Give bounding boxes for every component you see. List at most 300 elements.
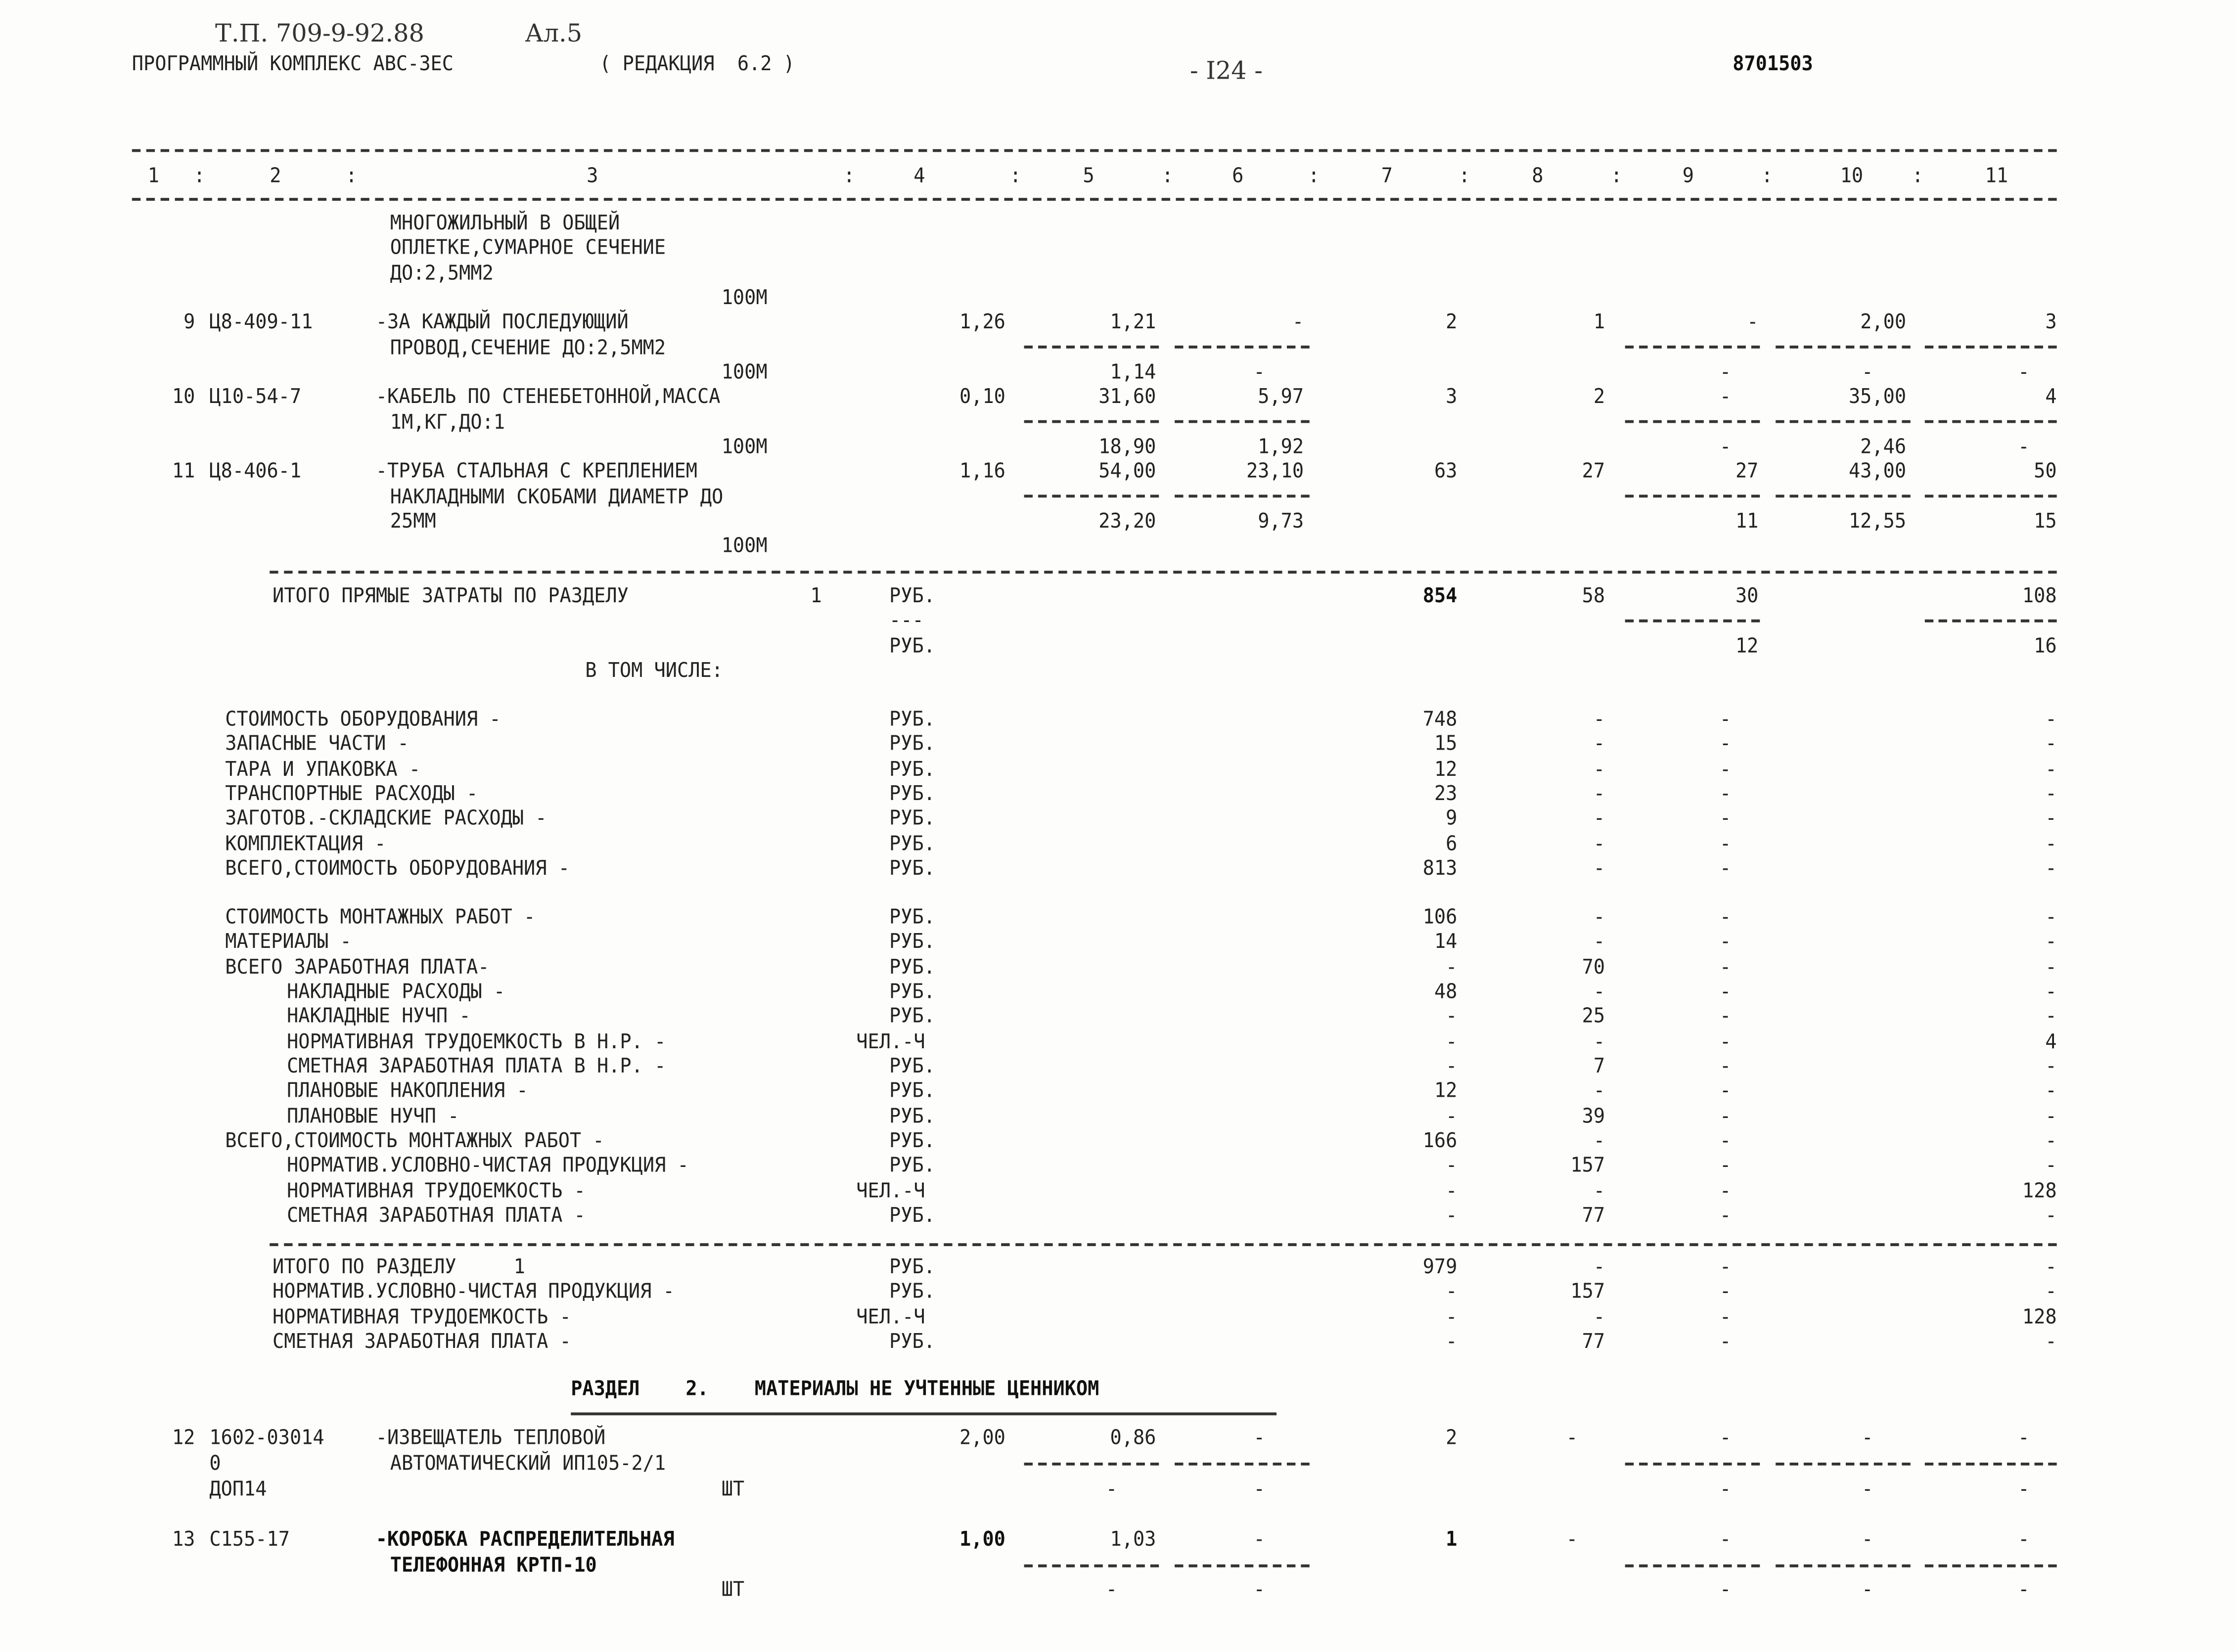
header-bottom-rule — [132, 198, 2057, 201]
row-unit: РУБ. — [889, 1281, 935, 1304]
col7-value: - — [1446, 1305, 1458, 1329]
totals-col9: 30 — [1735, 585, 1759, 608]
col10-sub-value: - — [1862, 1478, 1873, 1502]
col7-value: - — [1446, 1105, 1458, 1128]
col10-sub-value: - — [1862, 361, 1873, 385]
col11-value: - — [2045, 1105, 2057, 1128]
underline — [1024, 1564, 1159, 1567]
row-unit: РУБ. — [889, 1155, 935, 1178]
underline — [1175, 420, 1310, 423]
row-label: ВСЕГО ЗАРАБОТНАЯ ПЛАТА- — [225, 956, 490, 979]
col9-value: - — [1720, 956, 1732, 979]
col-sep: : — [1761, 165, 1773, 188]
col9-value: - — [1720, 832, 1732, 856]
underline — [1024, 495, 1159, 498]
col8-value: - — [1566, 1427, 1578, 1450]
col10-sub-value: 2,46 — [1860, 436, 1907, 459]
col9-value: - — [1747, 311, 1759, 334]
col8-value: - — [1593, 857, 1605, 881]
col6-value: - — [1292, 311, 1304, 334]
row-unit: РУБ. — [889, 1331, 935, 1354]
entry-number: 10 — [172, 386, 195, 409]
col11-sub-value: - — [2018, 361, 2030, 385]
col8-value: - — [1593, 1080, 1605, 1103]
col8-value: 77 — [1582, 1204, 1605, 1228]
col11-value: - — [2045, 1331, 2057, 1354]
totals-section-number: 1 — [810, 585, 822, 608]
col8-value: - — [1593, 931, 1605, 954]
totals-col11: 108 — [2022, 585, 2057, 608]
totals-col11-sub: 16 — [2034, 635, 2057, 659]
row-unit: ЧЕЛ.-Ч — [856, 1305, 925, 1329]
entry-unit: ШТ — [721, 1578, 745, 1602]
row-label: ВСЕГО,СТОИМОСТЬ МОНТАЖНЫХ РАБОТ - — [225, 1130, 604, 1153]
entry-code-line: 0 — [209, 1452, 221, 1476]
col9-value: - — [1720, 931, 1732, 954]
col11-value: - — [2018, 1528, 2030, 1552]
col8-value: - — [1593, 708, 1605, 731]
entry-text: АВТОМАТИЧЕСКИЙ ИП105-2/1 — [390, 1452, 666, 1476]
underline — [1625, 346, 1760, 349]
col9-value: - — [1720, 807, 1732, 831]
row-unit: РУБ. — [889, 931, 935, 954]
col11-value: - — [2045, 1281, 2057, 1304]
col11-value: - — [2045, 1130, 2057, 1153]
col9-sub-value: - — [1720, 1578, 1732, 1602]
row-unit: РУБ. — [889, 1055, 935, 1078]
entry-code: С155-17 — [209, 1528, 290, 1552]
row-label: НОРМАТИВ.УСЛОВНО-ЧИСТАЯ ПРОДУКЦИЯ - — [273, 1281, 675, 1304]
col9-value: - — [1720, 1528, 1732, 1552]
col7-value: 979 — [1422, 1256, 1458, 1279]
col-head-4: 4 — [913, 165, 925, 188]
row-label: ВСЕГО,СТОИМОСТЬ ОБОРУДОВАНИЯ - — [225, 857, 570, 881]
entry-text: -ТРУБА СТАЛЬНАЯ С КРЕПЛЕНИЕМ — [375, 460, 698, 484]
col5-sub-value: 1,14 — [1110, 361, 1156, 385]
row-unit: РУБ. — [889, 733, 935, 757]
row-unit: РУБ. — [889, 906, 935, 930]
underline — [1175, 1564, 1310, 1567]
row-unit: РУБ. — [889, 832, 935, 856]
col7-value: - — [1446, 1005, 1458, 1029]
col8-value: 25 — [1582, 1005, 1605, 1029]
totals-col9-sub: 12 — [1735, 635, 1759, 659]
col7-value: 2 — [1446, 311, 1458, 334]
entry-text: ПРОВОД,СЕЧЕНИЕ ДО:2,5ММ2 — [390, 337, 666, 360]
col8-value: - — [1593, 1030, 1605, 1054]
col-head-2: 2 — [270, 165, 281, 188]
col5-sub-value: - — [1105, 1578, 1118, 1602]
row-label: СТОИМОСТЬ МОНТАЖНЫХ РАБОТ - — [225, 906, 536, 930]
col9-value: - — [1720, 708, 1732, 731]
col7-value: 48 — [1434, 981, 1458, 1004]
col8-value: - — [1593, 783, 1605, 806]
col4-value: 0,10 — [959, 386, 1005, 409]
col7-value: - — [1446, 1331, 1458, 1354]
col6-sub-value: 9,73 — [1258, 510, 1304, 534]
underline — [1175, 346, 1310, 349]
entry-code: Ц10-54-7 — [209, 386, 302, 409]
col-head-6: 6 — [1232, 165, 1244, 188]
col8-value: 39 — [1582, 1105, 1605, 1128]
row-unit: РУБ. — [889, 1130, 935, 1153]
col8-value: - — [1593, 807, 1605, 831]
col9-value: 27 — [1735, 460, 1759, 484]
col9-value: - — [1720, 1281, 1732, 1304]
col11-value: - — [2045, 1080, 2057, 1103]
col9-value: - — [1720, 1256, 1732, 1279]
col5-value: 54,00 — [1098, 460, 1156, 484]
underline — [1175, 495, 1310, 498]
row-unit: РУБ. — [889, 758, 935, 781]
col9-value: - — [1720, 1179, 1732, 1203]
entry-number: 12 — [172, 1427, 195, 1450]
row-label: СТОИМОСТЬ ОБОРУДОВАНИЯ - — [225, 708, 501, 731]
col8-value: 157 — [1570, 1281, 1605, 1304]
col7-value: 6 — [1446, 832, 1458, 856]
col9-value: - — [1720, 1427, 1732, 1450]
col8-value: - — [1593, 1305, 1605, 1329]
col8-value: - — [1593, 733, 1605, 757]
col9-value: - — [1720, 1080, 1732, 1103]
col7-value: 63 — [1434, 460, 1458, 484]
underline — [1024, 346, 1159, 349]
underline — [1024, 420, 1159, 423]
col8-value: 157 — [1570, 1155, 1605, 1178]
col11-value: - — [2045, 981, 2057, 1004]
underline — [1925, 1463, 2057, 1466]
totals-rule — [270, 571, 2056, 574]
section-2-title: РАЗДЕЛ 2. МАТЕРИАЛЫ НЕ УЧТЕННЫЕ ЦЕННИКОМ — [571, 1378, 1099, 1401]
entry-number: 11 — [172, 460, 195, 484]
underline — [1175, 1463, 1310, 1466]
col6-value: - — [1253, 1528, 1265, 1552]
col9-value: - — [1720, 1155, 1732, 1178]
entry-text: -ЗА КАЖДЫЙ ПОСЛЕДУЮЩИЙ — [375, 311, 629, 334]
col8-value: - — [1593, 758, 1605, 781]
col9-value: - — [1720, 1105, 1732, 1128]
row-label: СМЕТНАЯ ЗАРАБОТНАЯ ПЛАТА В Н.Р. - — [287, 1055, 666, 1078]
col7-value: 813 — [1422, 857, 1458, 881]
col5-sub-value: 18,90 — [1098, 436, 1156, 459]
col11-value: 4 — [2045, 1030, 2057, 1054]
col10-value: 2,00 — [1860, 311, 1907, 334]
col9-value: - — [1720, 981, 1732, 1004]
col9-sub-value: 11 — [1735, 510, 1759, 534]
entry-text: НАКЛАДНЫМИ СКОБАМИ ДИАМЕТР ДО — [390, 486, 724, 509]
col11-value: - — [2045, 783, 2057, 806]
entry-unit: 100М — [721, 287, 768, 310]
col7-value: - — [1446, 1179, 1458, 1203]
col7-value: - — [1446, 1155, 1458, 1178]
col6-value: 5,97 — [1258, 386, 1304, 409]
col6-value: - — [1253, 1427, 1265, 1450]
col5-value: 0,86 — [1110, 1427, 1156, 1450]
col5-sub-value: - — [1105, 1478, 1118, 1502]
col11-value: - — [2018, 1427, 2030, 1450]
col7-value: 15 — [1434, 733, 1458, 757]
col9-value: - — [1720, 386, 1732, 409]
row-label: НОРМАТИВ.УСЛОВНО-ЧИСТАЯ ПРОДУКЦИЯ - — [287, 1155, 689, 1178]
col-sep: : — [1459, 165, 1470, 188]
col-head-10: 10 — [1840, 165, 1864, 188]
col-sep: : — [1009, 165, 1021, 188]
col11-value: 4 — [2045, 386, 2057, 409]
row-label: ПЛАНОВЫЕ НАКОПЛЕНИЯ - — [287, 1080, 528, 1103]
entry-text: -КАБЕЛЬ ПО СТЕНЕБЕТОННОЙ,МАССА — [375, 386, 721, 409]
program-name: ПРОГРАММНЫЙ КОМПЛЕКС АВС-3ЕС — [132, 53, 454, 76]
col8-value: - — [1593, 1256, 1605, 1279]
row-unit: РУБ. — [889, 1005, 935, 1029]
col-head-11: 11 — [1985, 165, 2008, 188]
col11-value: - — [2045, 807, 2057, 831]
row-unit: РУБ. — [889, 857, 935, 881]
col7-value: 12 — [1434, 758, 1458, 781]
underline — [1625, 420, 1760, 423]
col7-value: - — [1446, 1204, 1458, 1228]
entry-unit: 100М — [721, 361, 768, 385]
including-label: В ТОМ ЧИСЛЕ: — [585, 660, 723, 683]
album-ref: Ал.5 — [525, 20, 583, 49]
row-label: МАТЕРИАЛЫ - — [225, 931, 352, 954]
section-total-rule — [270, 1243, 2056, 1246]
row-label: ЗАГОТОВ.-СКЛАДСКИЕ РАСХОДЫ - — [225, 807, 547, 831]
col9-value: - — [1720, 1204, 1732, 1228]
col9-value: - — [1720, 1005, 1732, 1029]
col11-sub-value: - — [2018, 1578, 2030, 1602]
col7-value: 9 — [1446, 807, 1458, 831]
col7-value: 106 — [1422, 906, 1458, 930]
row-label: ТРАНСПОРТНЫЕ РАСХОДЫ - — [225, 783, 478, 806]
page-number: - I24 - — [1190, 57, 1263, 86]
col11-sub-value: 15 — [2034, 510, 2057, 534]
col10-value: - — [1862, 1528, 1873, 1552]
col7-value: 2 — [1446, 1427, 1458, 1450]
header-top-rule — [132, 149, 2057, 152]
underline — [1776, 346, 1911, 349]
row-unit: РУБ. — [889, 1256, 935, 1279]
underline — [1625, 1564, 1760, 1567]
row-label: ИТОГО ПО РАЗДЕЛУ 1 — [273, 1256, 525, 1279]
col8-value: 70 — [1582, 956, 1605, 979]
col11-value: - — [2045, 906, 2057, 930]
col-sep: : — [1162, 165, 1174, 188]
col-head-8: 8 — [1532, 165, 1544, 188]
col-head-1: 1 — [147, 165, 159, 188]
col9-value: - — [1720, 906, 1732, 930]
col11-value: - — [2045, 1055, 2057, 1078]
row-label: НОРМАТИВНАЯ ТРУДОЕМКОСТЬ В Н.Р. - — [287, 1030, 666, 1054]
row-label: ЗАПАСНЫЕ ЧАСТИ - — [225, 733, 409, 757]
underline — [1625, 620, 1760, 623]
totals-unit: РУБ. — [889, 635, 935, 659]
row-unit: РУБ. — [889, 981, 935, 1004]
row-unit: РУБ. — [889, 708, 935, 731]
col11-value: - — [2045, 1256, 2057, 1279]
col11-sub-value: - — [2018, 1478, 2030, 1502]
col7-value: 23 — [1434, 783, 1458, 806]
col11-value: 128 — [2022, 1305, 2057, 1329]
col-head-9: 9 — [1682, 165, 1694, 188]
row-unit: ЧЕЛ.-Ч — [856, 1030, 925, 1054]
col9-value: - — [1720, 857, 1732, 881]
col5-sub-value: 23,20 — [1098, 510, 1156, 534]
row-label: КОМПЛЕКТАЦИЯ - — [225, 832, 386, 856]
row-label: НОРМАТИВНАЯ ТРУДОЕМКОСТЬ - — [273, 1305, 571, 1329]
underline — [1925, 620, 2057, 623]
underline — [1776, 1463, 1911, 1466]
row-label: НОРМАТИВНАЯ ТРУДОЕМКОСТЬ - — [287, 1179, 586, 1203]
row-unit: РУБ. — [889, 807, 935, 831]
col-sep: : — [843, 165, 855, 188]
col8-value: - — [1593, 1130, 1605, 1153]
entry-number: 13 — [172, 1528, 195, 1552]
totals-label: ИТОГО ПРЯМЫЕ ЗАТРАТЫ ПО РАЗДЕЛУ — [273, 585, 629, 608]
col9-sub-value: - — [1720, 361, 1732, 385]
entry-unit: ШТ — [721, 1478, 745, 1502]
underline — [1925, 420, 2057, 423]
col-sep: : — [345, 165, 358, 188]
col8-value: 2 — [1593, 386, 1605, 409]
col11-value: - — [2045, 758, 2057, 781]
totals-col8: 58 — [1582, 585, 1605, 608]
col-head-5: 5 — [1083, 165, 1095, 188]
col11-value: 3 — [2045, 311, 2057, 334]
col6-sub-value: - — [1253, 1578, 1265, 1602]
row-unit: РУБ. — [889, 783, 935, 806]
entry-number: 9 — [183, 311, 195, 334]
col10-sub-value: - — [1862, 1578, 1873, 1602]
col7-value: 1 — [1446, 1528, 1458, 1552]
underline — [1024, 1463, 1159, 1466]
entry-code: Ц8-409-11 — [209, 311, 313, 334]
col11-value: 50 — [2034, 460, 2057, 484]
row-label: СМЕТНАЯ ЗАРАБОТНАЯ ПЛАТА - — [287, 1204, 586, 1228]
col11-value: 128 — [2022, 1179, 2057, 1203]
col10-value: 35,00 — [1848, 386, 1907, 409]
col8-value: - — [1593, 832, 1605, 856]
col6-sub-value: 1,92 — [1258, 436, 1304, 459]
col8-value: 1 — [1593, 311, 1605, 334]
col11-value: - — [2045, 857, 2057, 881]
col10-value: 43,00 — [1848, 460, 1907, 484]
col8-value: 7 — [1593, 1055, 1605, 1078]
col9-value: - — [1720, 1130, 1732, 1153]
row-unit: ЧЕЛ.-Ч — [856, 1179, 925, 1203]
edition: ( РЕДАКЦИЯ 6.2 ) — [599, 53, 795, 76]
row-label: ТАРА И УПАКОВКА - — [225, 758, 421, 781]
totals-col7: 854 — [1422, 585, 1458, 608]
col4-value: 1,16 — [959, 460, 1005, 484]
col8-value: 27 — [1582, 460, 1605, 484]
col11-value: - — [2045, 931, 2057, 954]
underline — [1925, 1564, 2057, 1567]
col5-value: 31,60 — [1098, 386, 1156, 409]
entry-code: Ц8-406-1 — [209, 460, 302, 484]
underline — [1776, 420, 1911, 423]
col9-value: - — [1720, 733, 1732, 757]
col7-value: - — [1446, 956, 1458, 979]
row-unit: РУБ. — [889, 1204, 935, 1228]
col6-value: 23,10 — [1246, 460, 1304, 484]
col10-value: - — [1862, 1427, 1873, 1450]
col11-value: - — [2045, 1204, 2057, 1228]
entry-text: 1М,КГ,ДО:1 — [390, 411, 505, 435]
col9-sub-value: - — [1720, 1478, 1732, 1502]
underline — [1625, 1463, 1760, 1466]
col9-value: - — [1720, 1305, 1732, 1329]
col-head-7: 7 — [1381, 165, 1393, 188]
entry-text: -ИЗВЕЩАТЕЛЬ ТЕПЛОВОЙ — [375, 1427, 606, 1450]
underline — [1776, 1564, 1911, 1567]
row-unit: РУБ. — [889, 1105, 935, 1128]
col-sep: : — [193, 165, 205, 188]
col5-value: 1,03 — [1110, 1528, 1156, 1552]
col9-value: - — [1720, 1055, 1732, 1078]
col11-sub-value: - — [2018, 436, 2030, 459]
entry-text: -КОРОБКА РАСПРЕДЕЛИТЕЛЬНАЯ — [375, 1528, 675, 1552]
underline — [1925, 495, 2057, 498]
entry-code-line: ДОП14 — [209, 1478, 267, 1502]
col7-value: 748 — [1422, 708, 1458, 731]
entry-text: ОПЛЕТКЕ,СУМАРНОЕ СЕЧЕНИЕ — [390, 236, 666, 260]
entry-unit: 100М — [721, 535, 768, 558]
col9-value: - — [1720, 1030, 1732, 1054]
col8-value: - — [1566, 1528, 1578, 1552]
col11-value: - — [2045, 956, 2057, 979]
underline — [1776, 495, 1911, 498]
col9-sub-value: - — [1720, 436, 1732, 459]
col11-value: - — [2045, 1155, 2057, 1178]
row-label: НАКЛАДНЫЕ РАСХОДЫ - — [287, 981, 505, 1004]
entry-text: ДО:2,5ММ2 — [390, 262, 494, 286]
col7-value: - — [1446, 1281, 1458, 1304]
row-unit: РУБ. — [889, 956, 935, 979]
underline — [1925, 346, 2057, 349]
col7-value: 12 — [1434, 1080, 1458, 1103]
entry-text: ТЕЛЕФОННАЯ КРТП-10 — [390, 1554, 597, 1577]
row-label: ПЛАНОВЫЕ НУЧП - — [287, 1105, 459, 1128]
totals-unit: РУБ. — [889, 585, 935, 608]
entry-text: 25ММ — [390, 510, 436, 534]
col-head-3: 3 — [587, 165, 598, 188]
totals-unit-dash: --- — [889, 609, 924, 632]
col4-value: 1,00 — [959, 1528, 1005, 1552]
col8-value: 77 — [1582, 1331, 1605, 1354]
col11-value: - — [2045, 1005, 2057, 1029]
col-sep: : — [1308, 165, 1320, 188]
col8-value: - — [1593, 1179, 1605, 1203]
row-label: СМЕТНАЯ ЗАРАБОТНАЯ ПЛАТА - — [273, 1331, 571, 1354]
col-sep: : — [1912, 165, 1923, 188]
col-sep: : — [1610, 165, 1622, 188]
underline — [1625, 495, 1760, 498]
col6-sub-value: - — [1253, 1478, 1265, 1502]
col11-value: - — [2045, 832, 2057, 856]
entry-unit: 100М — [721, 436, 768, 459]
doc-code: 8701503 — [1733, 53, 1813, 76]
col7-value: 166 — [1422, 1130, 1458, 1153]
section-2-underline — [571, 1413, 1277, 1416]
col7-value: - — [1446, 1055, 1458, 1078]
col11-value: - — [2045, 708, 2057, 731]
col8-value: - — [1593, 906, 1605, 930]
col10-sub-value: 12,55 — [1848, 510, 1907, 534]
row-label: НАКЛАДНЫЕ НУЧП - — [287, 1005, 471, 1029]
doc-ref: Т.П. 709-9-92.88 — [215, 20, 424, 49]
col7-value: 3 — [1446, 386, 1458, 409]
col7-value: - — [1446, 1030, 1458, 1054]
